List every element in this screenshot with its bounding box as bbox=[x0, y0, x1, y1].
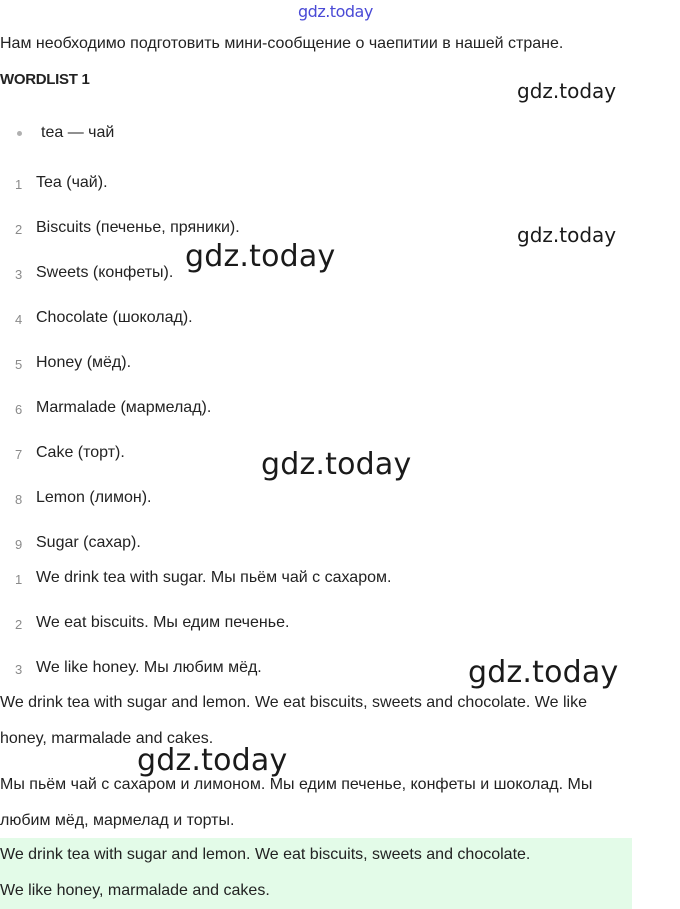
list-item: Tea (чай). bbox=[36, 174, 108, 191]
paragraph-en-line: honey, marmalade and cakes. bbox=[0, 730, 214, 747]
list-item: Lemon (лимон). bbox=[36, 489, 152, 506]
list-number: 4 bbox=[15, 312, 23, 327]
sentence-item: We like honey. Мы любим мёд. bbox=[36, 659, 262, 676]
intro-text: Нам необходимо подготовить мини-сообщение о чаепитии в нашей стране. bbox=[0, 35, 564, 52]
watermark-top: gdz.today bbox=[298, 2, 373, 21]
sentence-item: We eat biscuits. Мы едим печенье. bbox=[36, 614, 290, 631]
list-item: Honey (мёд). bbox=[36, 354, 132, 371]
list-number: 9 bbox=[15, 537, 23, 552]
list-number: 2 bbox=[15, 617, 23, 632]
paragraph-en-line: We drink tea with sugar and lemon. We eat biscuits, sweets and chocolate. We like bbox=[0, 694, 587, 711]
watermark: gdz.today bbox=[137, 743, 288, 778]
list-item: Marmalade (мармелад). bbox=[36, 399, 212, 416]
list-number: 1 bbox=[15, 572, 23, 587]
bullet-dot bbox=[17, 131, 22, 136]
watermark: gdz.today bbox=[185, 239, 336, 274]
list-number: 2 bbox=[15, 222, 23, 237]
list-item: Cake (торт). bbox=[36, 444, 125, 461]
answer-line: We like honey, marmalade and cakes. bbox=[0, 882, 270, 899]
sentence-item: We drink tea with sugar. Мы пьём чай с сахаром. bbox=[36, 569, 392, 586]
list-number: 1 bbox=[15, 177, 23, 192]
list-item: Chocolate (шоколад). bbox=[36, 309, 193, 326]
list-number: 7 bbox=[15, 447, 23, 462]
watermark: gdz.today bbox=[517, 223, 617, 247]
answer-line: We drink tea with sugar and lemon. We eat biscuits, sweets and chocolate. bbox=[0, 846, 531, 863]
list-number: 3 bbox=[15, 267, 23, 282]
list-number: 3 bbox=[15, 662, 23, 677]
list-number: 6 bbox=[15, 402, 23, 417]
list-item: Sweets (конфеты). bbox=[36, 264, 174, 281]
watermark: gdz.today bbox=[261, 447, 412, 482]
list-number: 5 bbox=[15, 357, 23, 372]
wordlist-heading: WORDLIST 1 bbox=[0, 71, 90, 88]
watermark: gdz.today bbox=[468, 655, 619, 690]
paragraph-ru-line: Мы пьём чай с сахаром и лимоном. Мы едим печенье, конфеты и шоколад. Мы bbox=[0, 776, 593, 793]
list-item: Biscuits (печенье, пряники). bbox=[36, 219, 240, 236]
watermark: gdz.today bbox=[517, 79, 617, 103]
list-number: 8 bbox=[15, 492, 23, 507]
list-item: Sugar (сахар). bbox=[36, 534, 141, 551]
bullet-item: tea — чай bbox=[41, 124, 115, 141]
paragraph-ru-line: любим мёд, мармелад и торты. bbox=[0, 812, 235, 829]
